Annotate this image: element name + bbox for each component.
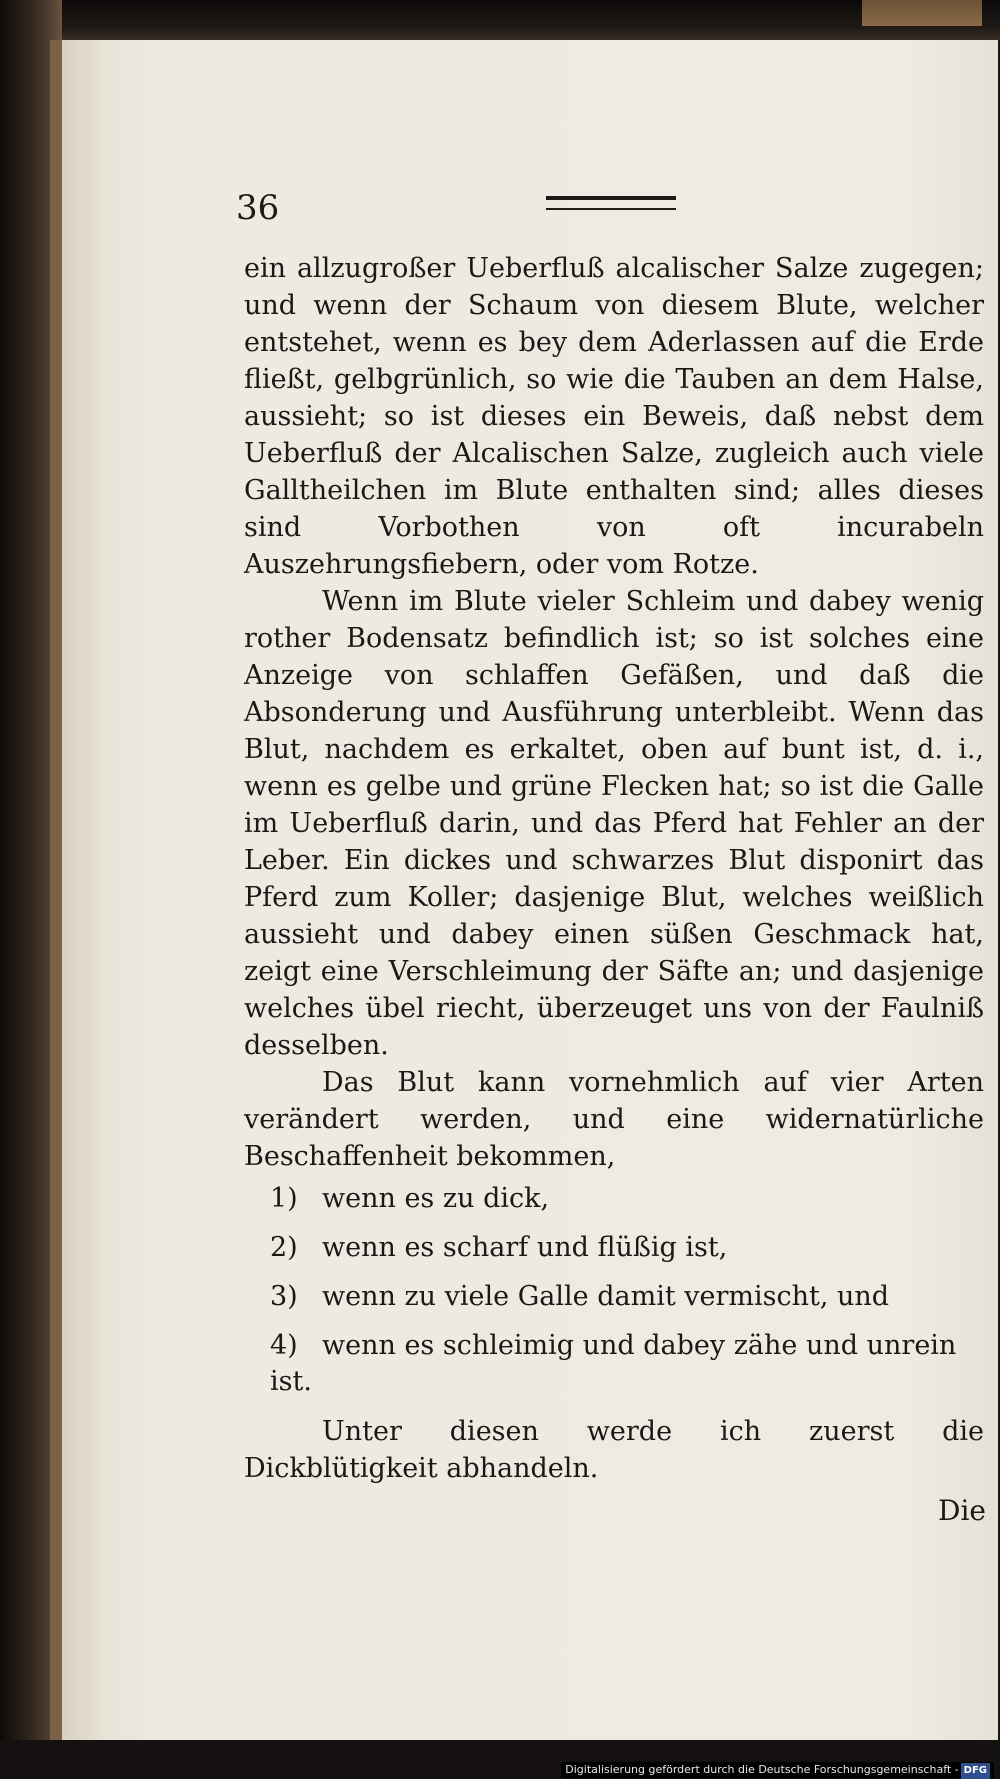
- page-number: 36: [236, 188, 280, 228]
- digitization-credit: [561, 1762, 994, 1778]
- list-number: 4): [270, 1330, 298, 1361]
- page-header: [236, 188, 676, 234]
- list-text: wenn es scharf und flüßig ist,: [322, 1232, 728, 1263]
- paragraph: Unter diesen werde ich zuerst die Dickblütigkeit abhandeln.: [244, 1416, 984, 1484]
- body-text: [244, 250, 984, 1487]
- list-text: wenn es schleimig und dabey zähe und unrein ist.: [270, 1330, 957, 1397]
- list-number: 1): [270, 1183, 298, 1214]
- paragraph: Wenn im Blute vieler Schleim und dabey wenig rother Bodensatz befindlich ist; so ist solches eine Anzeige von schlaffen Gefäßen, und daß die Absonderung und Ausführung unterbleibt. Wenn das Blut, nachdem es erkaltet, oben auf bunt ist, d. i., wenn es gelbe und grüne Flecken hat; so ist die Galle im Ueberfluß darin, und das Pferd hat Fehler an der Leber. Ein dickes und schwarzes Blut disponirt das Pferd zum Koller; dasjenige Blut, welches weißlich aussieht und dabey einen süßen Geschmack hat, zeigt eine Verschleimung der Säfte an; und dasjenige welches übel riecht, überzeuget uns von der Faulniß desselben.: [244, 586, 984, 1061]
- credit-text: Digitalisierung gefördert durch die Deutsche Forschungsgemeinschaft -: [565, 1763, 959, 1776]
- book-top-edge: [0, 0, 1000, 40]
- list-text: wenn zu viele Galle damit vermischt, und: [322, 1281, 890, 1312]
- numbered-list: [244, 1181, 984, 1400]
- list-item: [270, 1230, 984, 1266]
- list-item: [270, 1279, 984, 1315]
- list-text: wenn es zu dick,: [322, 1183, 550, 1214]
- catchword: Die: [938, 1494, 986, 1527]
- list-number: 2): [270, 1232, 298, 1263]
- header-rule: [546, 196, 676, 210]
- book-tab: [862, 0, 982, 26]
- dfg-badge: DFG: [961, 1763, 990, 1779]
- list-number: 3): [270, 1281, 298, 1312]
- list-item: [270, 1181, 984, 1217]
- paragraph: ein allzugroßer Ueberfluß alcalischer Salze zugegen; und wenn der Schaum von diesem Blute, welcher entstehet, wenn es bey dem Aderlassen auf die Erde fließt, gelbgrünlich, so wie die Tauben an dem Halse, aussieht; so ist dieses ein Beweis, daß nebst dem Ueberfluß der Alcalischen Salze, zugleich auch viele Galltheilchen im Blute enthalten sind; alles dieses sind Vorbothen von oft incurabeln Auszehrungsfiebern, oder vom Rotze.: [244, 253, 984, 580]
- list-item: [270, 1328, 984, 1400]
- paragraph: Das Blut kann vornehmlich auf vier Arten verändert werden, und eine widernatürliche Beschaffenheit bekommen,: [244, 1067, 984, 1172]
